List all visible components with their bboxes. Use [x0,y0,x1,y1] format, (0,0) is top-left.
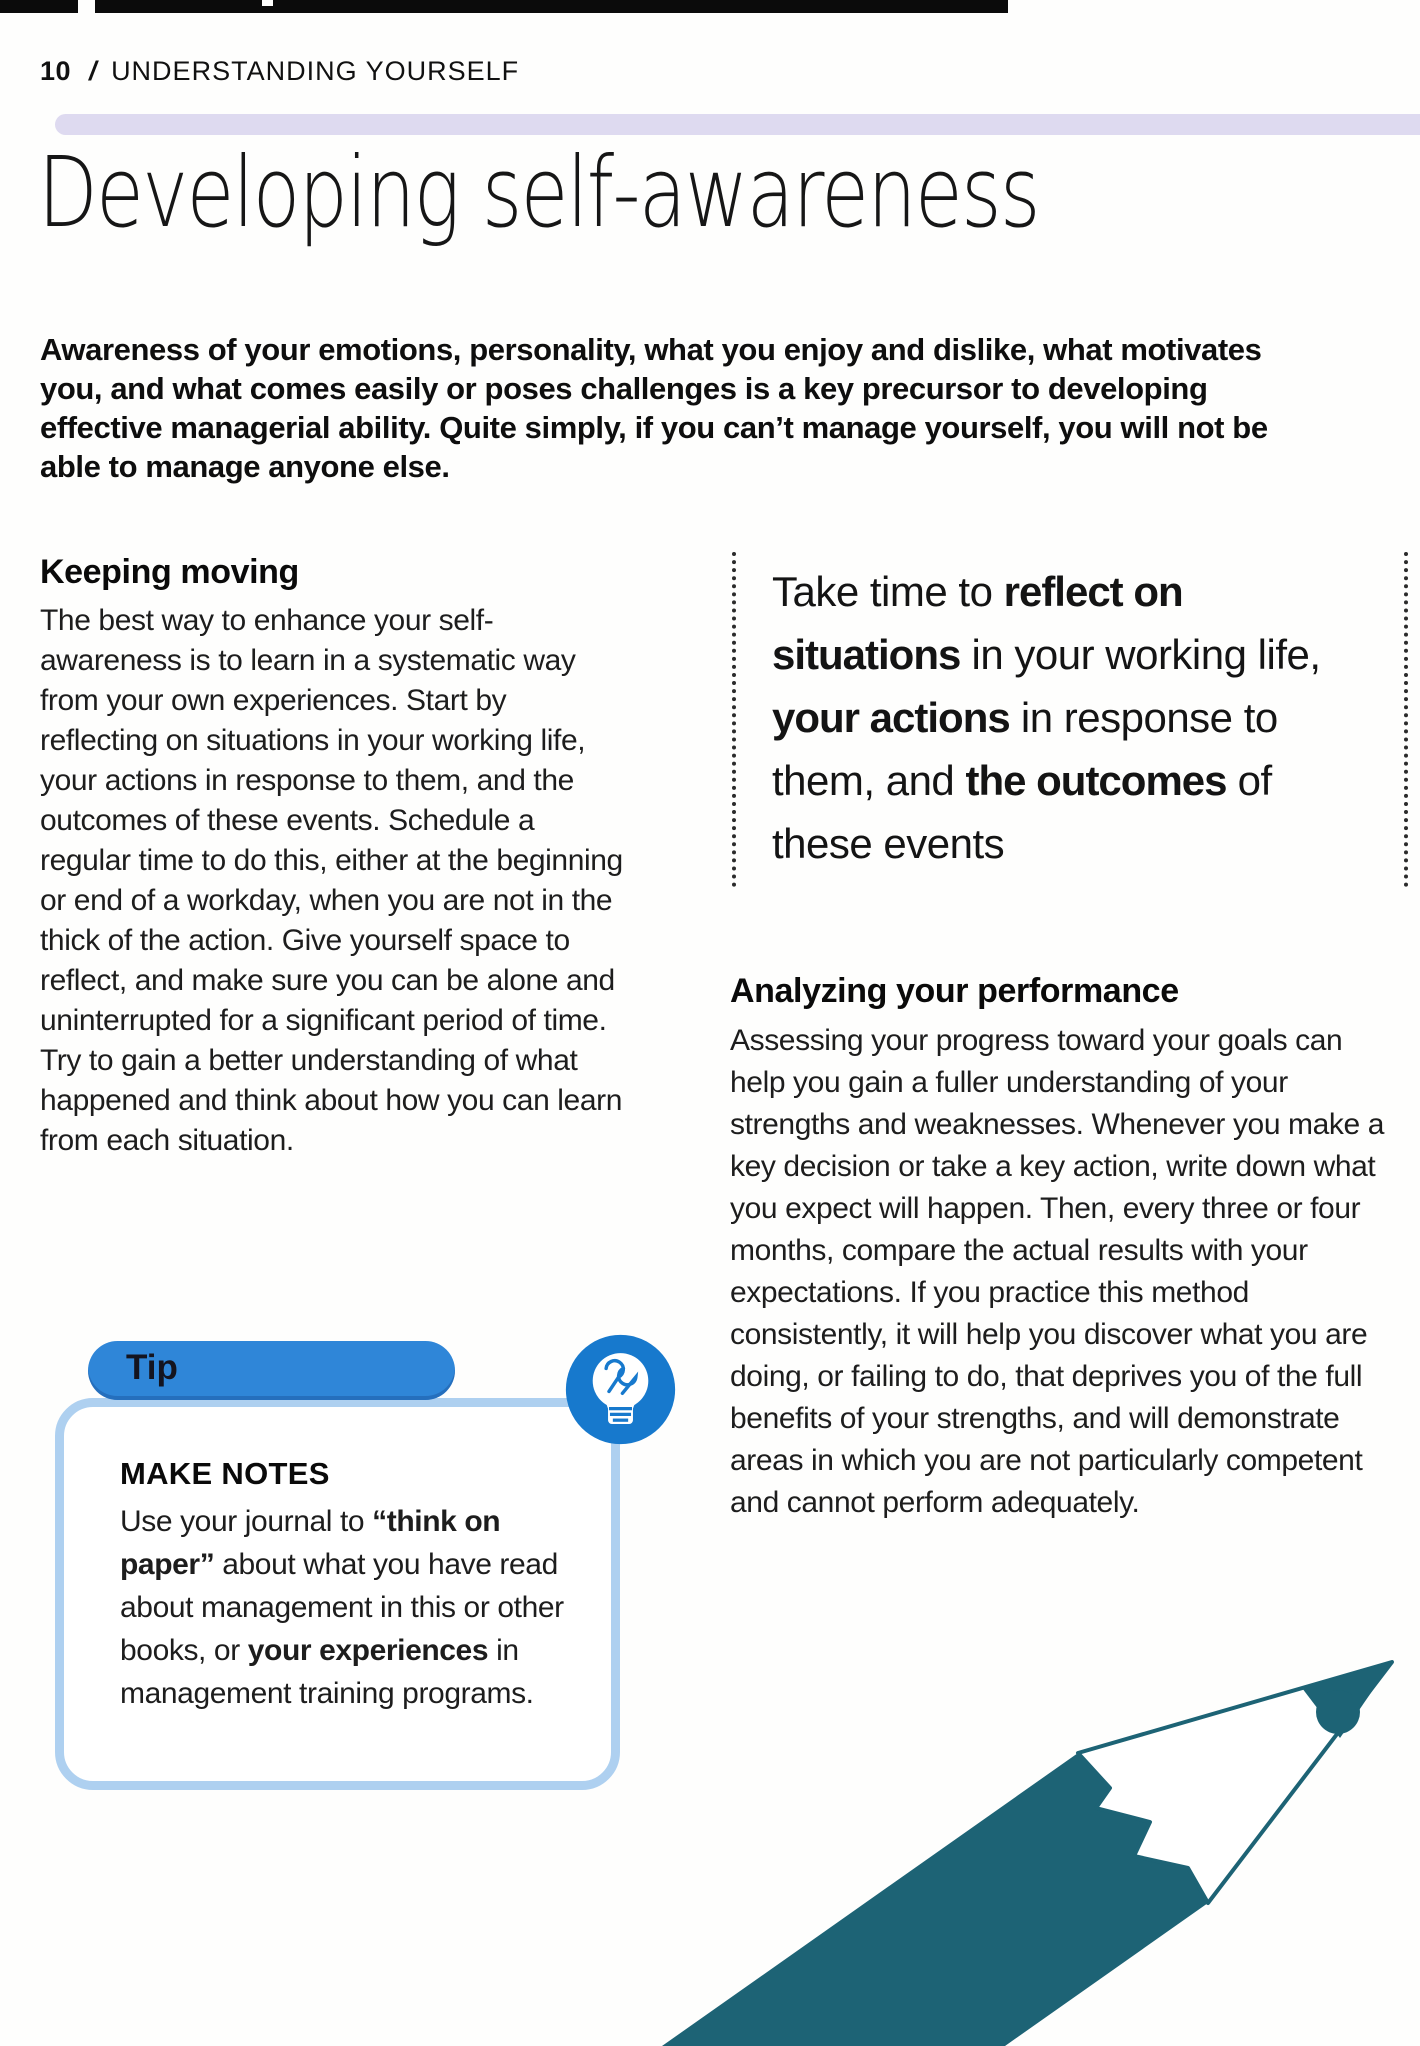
section-body-analyzing-performance: Assessing your progress toward your goals can help you gain a fuller understanding of your strengths and weaknesses. Whenever you make a key decision or take a key action, write down what you expect will happen. Then, every three or four months, compare the actual results with your expectations. If you practice this method consistently, it will help you discover what you are doing, or failing to do, that deprives you of the full benefits of your strengths, and will demonstrate areas in which you are not particularly competent and cannot perform adequately. [730,1024,1385,1519]
scan-artifact-bar [0,0,1008,13]
intro-paragraph: Awareness of your emotions, personality, what you enjoy and dislike, what motivates you, and what comes easily or poses challenges is a key precursor to developing effective managerial ability. Quite simply, if you can’t manage yourself, you will not be able to manage anyone else. [40,332,1268,484]
tip-label: Tip [126,1348,178,1387]
tip-heading: MAKE NOTES [120,1456,330,1491]
lightbulb-icon [563,1332,678,1447]
tip-box-label-pill [88,1341,455,1400]
pull-quote: Take time to reflect on situations in your working life, your actions in response to them, and the outcomes of these events [732,552,1408,887]
header-rule-bar [55,114,1420,135]
page-title: Developing self-awareness [38,136,1039,249]
tip-body: Use your journal to “think on paper” about what you have read about management in this or other books, or your experiences in management training programs. [120,1505,564,1710]
scan-artifact-notch [262,0,273,6]
scan-artifact-notch [78,0,95,13]
page-number: 10 [40,56,72,86]
header-slash: / [89,56,98,86]
chapter-title: UNDERSTANDING YOURSELF [111,56,520,86]
running-header [40,56,519,87]
section-heading-analyzing-performance: Analyzing your performance [730,972,1179,1010]
section-heading-keeping-moving: Keeping moving [40,553,299,591]
section-body-keeping-moving: The best way to enhance your self-awareness is to learn in a systematic way from your own experiences. Start by reflecting on situations in your working life, your actions in response to them, and the outcomes of these events. Schedule a regular time to do this, either at the beginning or end of a workday, when you are not in the thick of the action. Give yourself space to reflect, and make sure you can be alone and uninterrupted for a significant period of time. Try to gain a better understanding of what happened and think about how you can learn from each situation. [40,604,623,1157]
pencil-illustration [600,1638,1420,2046]
